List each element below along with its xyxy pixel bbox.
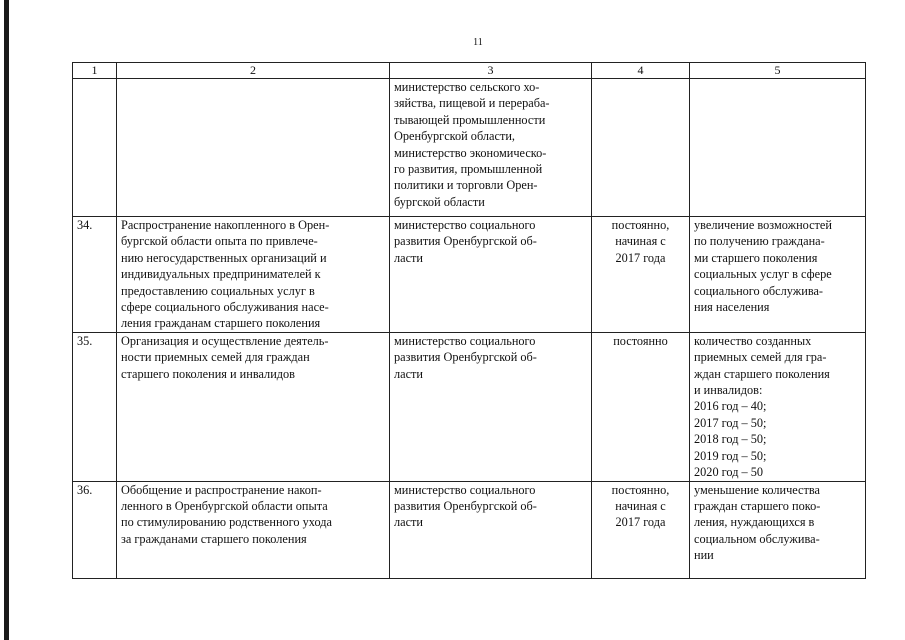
cell-text-line: начиная с [615,498,666,513]
cell-text-line: сфере социального обслуживания насе- [121,300,329,315]
column-header: 3 [390,63,592,79]
cell-text-line: министерство социального [394,333,536,348]
cell-text-line: 2017 года [615,515,666,530]
cell-text-line: 2018 год – 50; [694,432,767,447]
cell-text-line: граждан старшего поко- [694,498,821,513]
row-number: 34. [73,217,117,333]
cell-text-line: нию негосударственных организаций и [121,250,327,265]
term-cell [592,217,690,333]
table-row [73,481,866,578]
table-row [73,79,866,217]
cell-text-line: индивидуальных предпринимателей к [121,267,321,282]
cell-text-line: развития Оренбургской об- [394,498,537,513]
column-header: 4 [592,63,690,79]
cell-text-line: ласти [394,250,424,265]
cell-text-line: ласти [394,366,424,381]
cell-text-line: министерство сельского хо- [394,80,540,94]
term-cell [592,332,690,481]
cell-text-line: нии [694,548,714,563]
result-cell [690,481,866,578]
cell-text-line: Распространение накопленного в Орен- [121,218,330,232]
cell-text-line: 2017 год – 50; [694,415,767,430]
cell-text-line: постоянно [613,333,668,348]
result-cell [690,79,866,217]
cell-text-line: министерство экономическо- [394,145,547,160]
column-header: 5 [690,63,866,79]
cell-text-line: зяйства, пищевой и перераба- [394,96,550,111]
cell-text-line: Обобщение и распространение накоп- [121,482,322,497]
column-header: 2 [117,63,390,79]
measure-cell [117,481,390,578]
cell-text-line: ления, нуждающихся в [694,515,815,530]
table-row [73,332,866,481]
measure-cell [117,332,390,481]
term-cell [592,481,690,578]
term-cell [592,79,690,217]
cell-text-line: постоянно, [611,218,670,232]
cell-text-line: министерство социального [394,218,536,232]
cell-text-line: постоянно, [611,482,670,497]
row-number: 35. [73,332,117,481]
column-header: 1 [73,63,117,79]
cell-text-line: начиная с [615,234,666,249]
cell-text-line: ленного в Оренбургской области опыта [121,498,328,513]
executor-cell [390,481,592,578]
measure-cell [117,79,390,217]
cell-text-line: увеличение возможностей [694,218,832,232]
cell-text-line: социальных услуг в сфере [694,267,832,282]
table-header-row [73,63,866,79]
cell-text-line: социальном обслужива- [694,531,820,546]
cell-text-line: приемных семей для гра- [694,350,827,365]
cell-text-line: Оренбургской области, [394,129,515,144]
cell-text-line: Организация и осуществление деятель- [121,333,329,348]
cell-text-line: развития Оренбургской об- [394,350,537,365]
cell-text-line: по получению граждана- [694,234,825,249]
page-number: 11 [473,37,483,48]
cell-text-line: ности приемных семей для граждан [121,350,310,365]
result-cell [690,217,866,333]
cell-text-line: и инвалидов: [694,383,763,398]
cell-text-line: ления гражданам старшего поколения [121,316,321,331]
measures-table [72,62,866,579]
cell-text-line: 2020 год – 50 [694,465,764,480]
cell-text-line: го развития, промышленной [394,162,543,177]
cell-text-line: бургской области [394,194,485,209]
executor-cell [390,79,592,217]
row-number: 36. [73,481,117,578]
measure-cell [117,217,390,333]
table-row [73,217,866,333]
executor-cell [390,332,592,481]
cell-text-line: ми старшего поколения [694,250,818,265]
cell-text-line: развития Оренбургской об- [394,234,537,249]
cell-text-line: уменьшение количества [694,482,820,497]
result-cell [690,332,866,481]
cell-text-line: социального обслужива- [694,283,824,298]
executor-cell [390,217,592,333]
cell-text-line: по стимулированию родственного ухода [121,515,332,530]
cell-text-line: ния населения [694,300,770,315]
cell-text-line: 2016 год – 40; [694,399,767,414]
cell-text-line: тывающей промышленности [394,112,546,127]
cell-text-line: 2017 года [615,250,666,265]
cell-text-line: количество созданных [694,333,812,348]
cell-text-line: бургской области опыта по привлече- [121,234,318,249]
row-number [73,79,117,217]
scan-edge [4,0,9,640]
cell-text-line: политики и торговли Орен- [394,178,538,193]
cell-text-line: ласти [394,515,424,530]
cell-text-line: ждан старшего поколения [694,366,830,381]
cell-text-line: 2019 год – 50; [694,448,767,463]
cell-text-line: старшего поколения и инвалидов [121,366,295,381]
cell-text-line: предоставлению социальных услуг в [121,283,315,298]
cell-text-line: за гражданами старшего поколения [121,531,307,546]
cell-text-line: министерство социального [394,482,536,497]
